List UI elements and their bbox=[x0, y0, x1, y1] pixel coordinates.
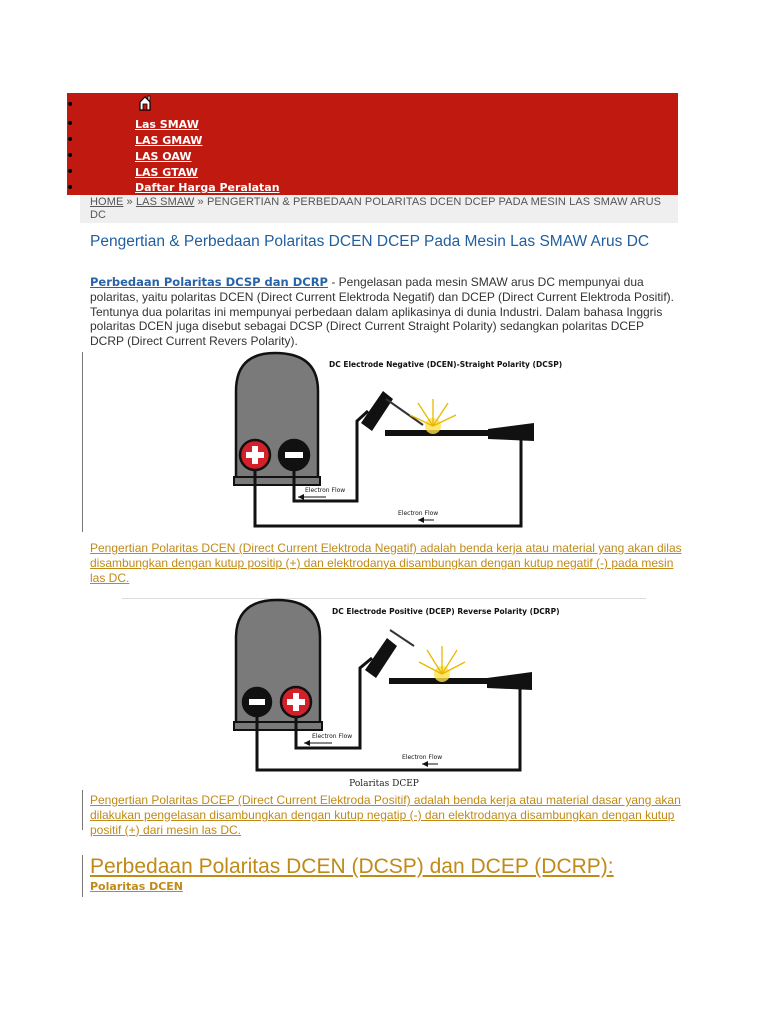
breadcrumb-separator: » bbox=[194, 196, 207, 208]
figure2-label2: Electron Flow bbox=[402, 754, 443, 761]
dcep-description-link[interactable]: Pengertian Polaritas DCEP (Direct Current Elektroda Positif) adalah benda kerja atau material dasar yang akan dilakukan pengelasan disambungkan dengan kutup negatip (-) dan elektrodanya disambungkan dengan kutup positif (+) dari mesin las DC. bbox=[90, 793, 681, 837]
breadcrumb-text bbox=[90, 196, 676, 222]
polaritas-dcen-link[interactable]: Polaritas DCEN bbox=[90, 880, 183, 893]
quote-bar bbox=[82, 790, 83, 830]
home-icon[interactable] bbox=[137, 94, 153, 112]
nav-item-las-gtaw[interactable]: LAS GTAW bbox=[135, 166, 198, 179]
main-nav bbox=[67, 93, 678, 195]
figure1-label1: Electron Flow bbox=[305, 487, 346, 494]
nav-bullet bbox=[67, 188, 75, 196]
page-title: Pengertian & Perbedaan Polaritas DCEN DCEP Pada Mesin Las SMAW Arus DC bbox=[90, 233, 650, 250]
nav-bullet bbox=[67, 140, 75, 148]
nav-bullet bbox=[67, 105, 75, 113]
quote-bar bbox=[82, 352, 83, 532]
breadcrumb bbox=[80, 195, 678, 223]
nav-bullet bbox=[67, 172, 75, 180]
nav-bullet bbox=[67, 124, 75, 132]
intro-text: - Pengelasan pada mesin SMAW arus DC mempunyai dua polaritas, yaitu polaritas DCEN (Direct Current Elektroda Negatif) dan DCEP (Direct Current Elektroda Positif). Tentunya dua polaritas ini mempunyai perbedaan dalam aplikasinya di dunia Industri. Dalam bahasa Inggris polaritas DCEN juga disebut sebagai DCSP (Direct Current Straight Polarity) sedangkan polaritas DCEP DCRP (Direct Current Revers Polarity). bbox=[90, 275, 674, 349]
figure2-title: DC Electrode Positive (DCEP) Reverse Polarity (DCRP) bbox=[332, 607, 560, 616]
nav-item-las-oaw[interactable]: LAS OAW bbox=[135, 150, 192, 163]
figure2-caption: Polaritas DCEP bbox=[349, 779, 419, 789]
breadcrumb-separator: » bbox=[123, 196, 136, 208]
dcen-description-link[interactable]: Pengertian Polaritas DCEN (Direct Current Elektroda Negatif) adalah benda kerja atau material yang akan dilas disambungkan dengan kutup positip (+) dan elektrodanya disambungkan dengan kutup negatif (-) pada mesin las DC. bbox=[90, 541, 682, 585]
nav-item-las-gmaw[interactable]: LAS GMAW bbox=[135, 134, 203, 147]
figure-dcen-diagram bbox=[228, 351, 563, 531]
figure-dcep-diagram bbox=[122, 598, 646, 778]
nav-bullet bbox=[67, 156, 75, 164]
breadcrumb-category-link[interactable]: LAS SMAW bbox=[135, 196, 195, 208]
intro-link[interactable]: Perbedaan Polaritas DCSP dan DCRP bbox=[90, 275, 328, 289]
section-heading[interactable]: Perbedaan Polaritas DCEN (DCSP) dan DCEP (DCRP): bbox=[90, 855, 614, 878]
figure2-label1: Electron Flow bbox=[312, 733, 353, 740]
figure1-title: DC Electrode Negative (DCEN)-Straight Polarity (DCSP) bbox=[329, 360, 563, 369]
figure1-label2: Electron Flow bbox=[398, 510, 439, 517]
nav-item-las-smaw[interactable]: Las SMAW bbox=[135, 118, 199, 131]
intro-paragraph bbox=[90, 275, 680, 349]
quote-bar bbox=[82, 855, 83, 897]
breadcrumb-current: PENGERTIAN & PERBEDAAN POLARITAS DCEN DCEP PADA MESIN LAS SMAW ARUS DC bbox=[90, 196, 662, 221]
breadcrumb-home-link[interactable]: HOME bbox=[90, 196, 124, 208]
nav-item-daftar-harga[interactable]: Daftar Harga Peralatan bbox=[135, 181, 280, 194]
